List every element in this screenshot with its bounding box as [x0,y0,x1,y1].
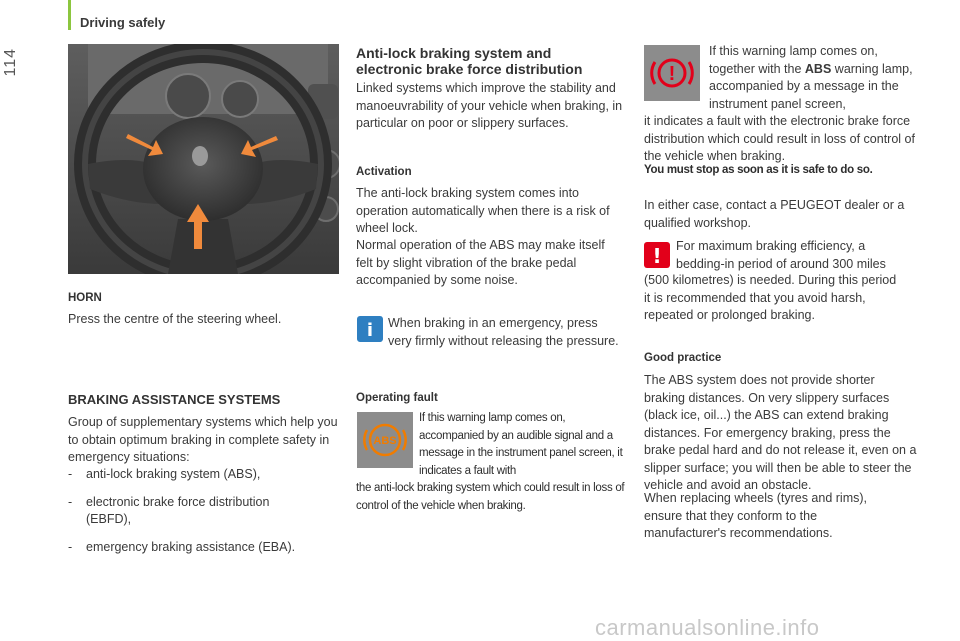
contact-dealer-text: In either case, contact a PEUGEOT dealer or a qualified workshop. [644,198,905,230]
warning-abs-bold: ABS [804,61,832,76]
bedding-in-text-indented: For maximum braking efficiency, a bedding-in period of around 300 miles [676,239,886,271]
list-item [68,466,343,484]
brake-warning-text [709,43,924,113]
abs-warning-lamp-icon [357,412,413,468]
wheels-replacement-text: When replacing wheels (tyres and rims), ensure that they conform to the manufacturer's recommendations. [644,491,867,540]
activation-heading: Activation [356,166,412,178]
horn-text: Press the centre of the steering wheel. [68,312,282,326]
good-practice-heading: Good practice [644,352,722,364]
brake-warning-lamp-icon [644,45,700,101]
abs-section-title: Anti-lock braking system and electronic brake force distribution [356,45,583,77]
good-practice-text: The ABS system does not provide shorter braking distances. On very slippery surfaces (black ice, oil...) the ABS can extend braking distances. For emergency braking, press the brake pedal hard and do not release it, even on a slipper surface; you will then be able to steer the vehicle and avoid an obstacle. [644,373,917,492]
exclamation-glyph: ! [652,244,662,268]
list-dash: - [68,467,73,481]
section-title: Driving safely [80,15,166,30]
list-item [68,539,343,557]
braking-assistance-intro: Group of supplementary systems which help you to obtain optimum braking in complete safety in emergency situations: [68,415,338,464]
list-item-text: emergency braking assistance (EBA). [86,539,296,554]
operating-fault-heading: Operating fault [356,392,438,404]
fault-text-indented: If this warning lamp comes on, accompanied by an audible signal and a message in the instrument panel screen, it indicates a fault with [419,412,623,477]
watermark: carmanualsonline.info [595,615,820,640]
abs-lamp-label: ABS [373,435,397,447]
list-item [68,494,301,529]
horn-heading: HORN [68,292,102,304]
info-glyph: i [366,320,374,341]
list-item-text: electronic brake force distribution (EBFD), [86,494,270,526]
warning-text-pre: If this warning lamp comes on, together with the [709,44,878,76]
warning-exclamation-icon [644,242,670,268]
braking-systems-list [68,466,343,556]
list-dash: - [68,494,73,509]
page-number: 114 [2,48,19,77]
fault-text-full: the anti-lock braking system which could result in loss of control of the vehicle when braking. [356,482,625,512]
brake-lamp-glyph: ! [668,63,676,85]
bedding-in-text-full: (500 kilometres) is needed. During this period it is recommended that you avoid harsh, repeated or prolonged braking. [644,273,897,322]
stop-instruction: You must stop as soon as it is safe to do so. [644,164,873,176]
list-dash: - [68,539,73,554]
warning-text-post: warning lamp, accompanied by a message in the instrument panel screen, [709,61,913,111]
brake-warning-full-text: it indicates a fault with the electronic brake force distribution which could result in loss of control of the vehicle when braking. [644,114,915,163]
section-accent-bar [68,0,71,30]
braking-assistance-heading: BRAKING ASSISTANCE SYSTEMS [68,392,281,407]
activation-text-2: Normal operation of the ABS may make itself felt by slight vibration of the brake pedal accompanied by some noise. [356,238,605,287]
steering-wheel-photo [68,44,339,274]
abs-intro-text: Linked systems which improve the stability and manoeuvrability of your vehicle when braking, in particular on poor or slippery surfaces. [356,81,623,130]
list-item-text: anti-lock braking system (ABS), [86,467,261,481]
activation-text-1: The anti-lock braking system comes into operation automatically when there is a risk of wheel lock. [356,186,610,235]
info-note-text: When braking in an emergency, press very firmly without releasing the pressure. [388,316,619,348]
info-icon [357,316,383,342]
